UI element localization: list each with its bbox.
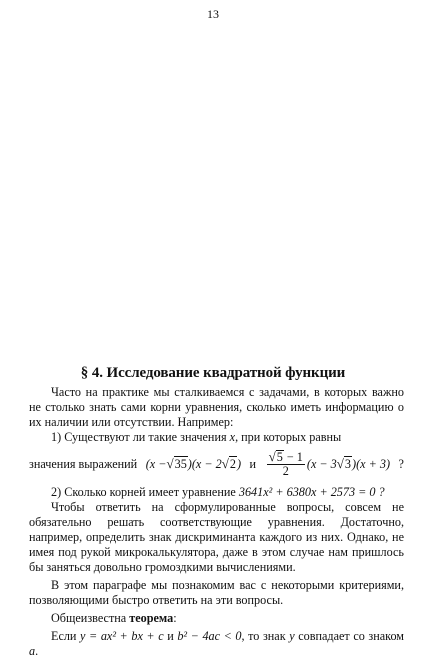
paragraph-discriminant: Чтобы ответить на сформулированные вопросы, совсем не обязательно решать соответствующие уравнения. Достаточно, например, определить знак дискриминанта каждого из них. Однако, не имея под рукой микрокалькулятора, даже в этом случае нам пришлось бы заняться довольно громоздкими вычислениями. — [29, 500, 404, 574]
expression-2: √ 5 − 1 2 (x − 3 √ 3 )(x + 3) — [268, 449, 391, 478]
paragraph-theorem-intro: Общеизвестна теорема: — [51, 611, 177, 625]
paragraph-theorem: Если y = ax² + bx + c и b² − 4ac < 0, то знак y совпадает со знаком a. — [29, 629, 405, 658]
page-number: 13 — [207, 7, 219, 21]
paragraph-intro: Часто на практике мы сталкиваемся с задачами, в которых важно не столько знать сами корни уравнения, сколько иметь информацию о их наличии или отсутствии. Например: — [29, 385, 404, 429]
expression-1: (x − √ 35 )(x − 2 √ 2 ) — [145, 456, 242, 471]
body-text — [29, 385, 404, 659]
question-2: 2) Сколько корней имеет уравнение 3641x² + 6380x + 2573 = 0 ? — [51, 485, 385, 499]
question-1: 1) Существуют ли такие значения x, при которых равны — [51, 430, 342, 444]
section-title: § 4. Исследование квадратной функции — [80, 365, 346, 381]
paragraph-criteria: В этом параграфе мы познакомим вас с некоторыми критериями, позволяющими быстро ответить на эти вопросы. — [29, 578, 404, 607]
question-1-expressions: значения выражений (x − √ 35 )(x − 2 √ 2 ) и √ 5 − 1 2 (x − 3 √ 3 )(x + 3) ? — [29, 449, 404, 478]
fraction: √ 5 − 1 2 — [268, 449, 303, 478]
